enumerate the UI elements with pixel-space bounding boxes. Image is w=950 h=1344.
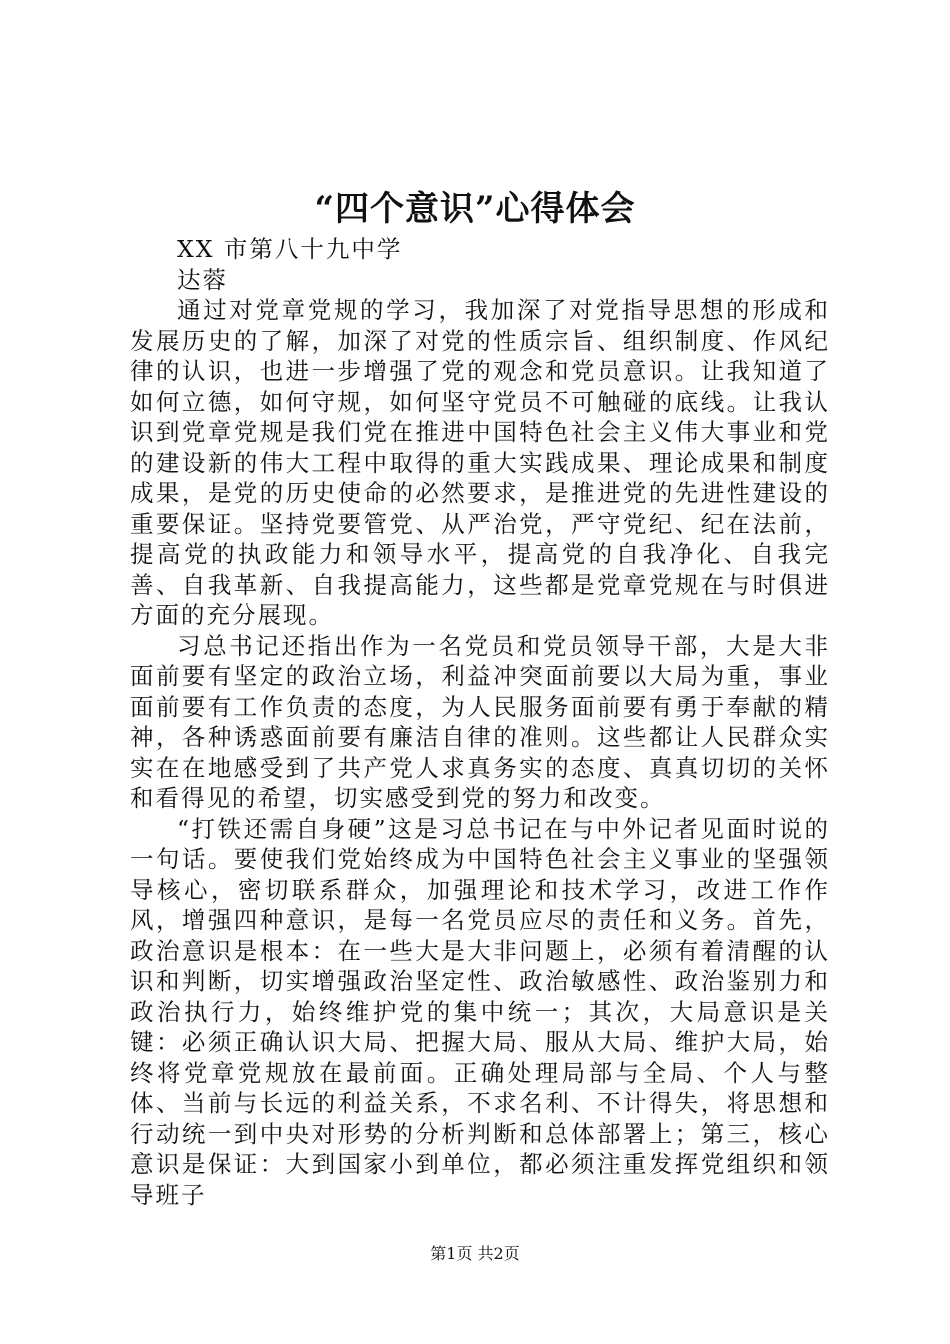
school-name: XX 市第八十九中学 <box>177 235 403 263</box>
document-body <box>130 234 830 1210</box>
document-title: “四个意识”心得体会 <box>314 189 636 229</box>
author-name: 达蓉 <box>177 265 228 294</box>
paragraph: “打铁还需自身硬”这是习总书记在与中外记者见面时说的一句话。要使我们党始终成为中国特色社会主义事业的坚强领导核心，密切联系群众，加强理论和技术学习，改进工作作风，增强四种意识，是每一名党员应尽的责任和义务。首先，政治意识是根本：在一些大是大非问题上，必须有着清醒的认识和判断，切实增强政治坚定性、政治敏感性、政治鉴别力和政治执行力，始终维护党的集中统一；其次，大局意识是关键：必须正确认识大局、把握大局、服从大局、维护大局，始终将党章党规放在最前面。正确处理局部与全局、个人与整体、当前与长远的利益关系，不求名利、不计得失，将思想和行动统一到中央对形势的分析判断和总体部署上；第三，核心意识是保证：大到国家小到单位，都必须注重发挥党组织和领导班子 <box>130 814 830 1209</box>
paragraph: 习总书记还指出作为一名党员和党员领导干部，大是大非面前要有坚定的政治立场，利益冲突面前要以大局为重，事业面前要有工作负责的态度，为人民服务面前要有勇于奉献的精神，各种诱惑面前要有廉洁自律的准则。这些都让人民群众实实在在地感受到了共产党人求真务实的态度、真真切切的关怀和看得见的希望，切实感受到党的努力和改变。 <box>130 631 830 812</box>
page-footer: 第1页 共2页 <box>430 1244 520 1263</box>
paragraph: 通过对党章党规的学习，我加深了对党指导思想的形成和发展历史的了解，加深了对党的性质宗旨、组织制度、作风纪律的认识，也进一步增强了党的观念和党员意识。让我知道了如何立德，如何守规，如何坚守党员不可触碰的底线。让我认识到党章党规是我们党在推进中国特色社会主义伟大事业和党的建设新的伟大工程中取得的重大实践成果、理论成果和制度成果，是党的历史使命的必然要求，是推进党的先进性建设的重要保证。坚持党要管党、从严治党，严守党纪、纪在法前，提高党的执政能力和领导水平，提高党的自我净化、自我完善、自我革新、自我提高能力，这些都是党章党规在与时俱进方面的充分展现。 <box>130 296 830 629</box>
